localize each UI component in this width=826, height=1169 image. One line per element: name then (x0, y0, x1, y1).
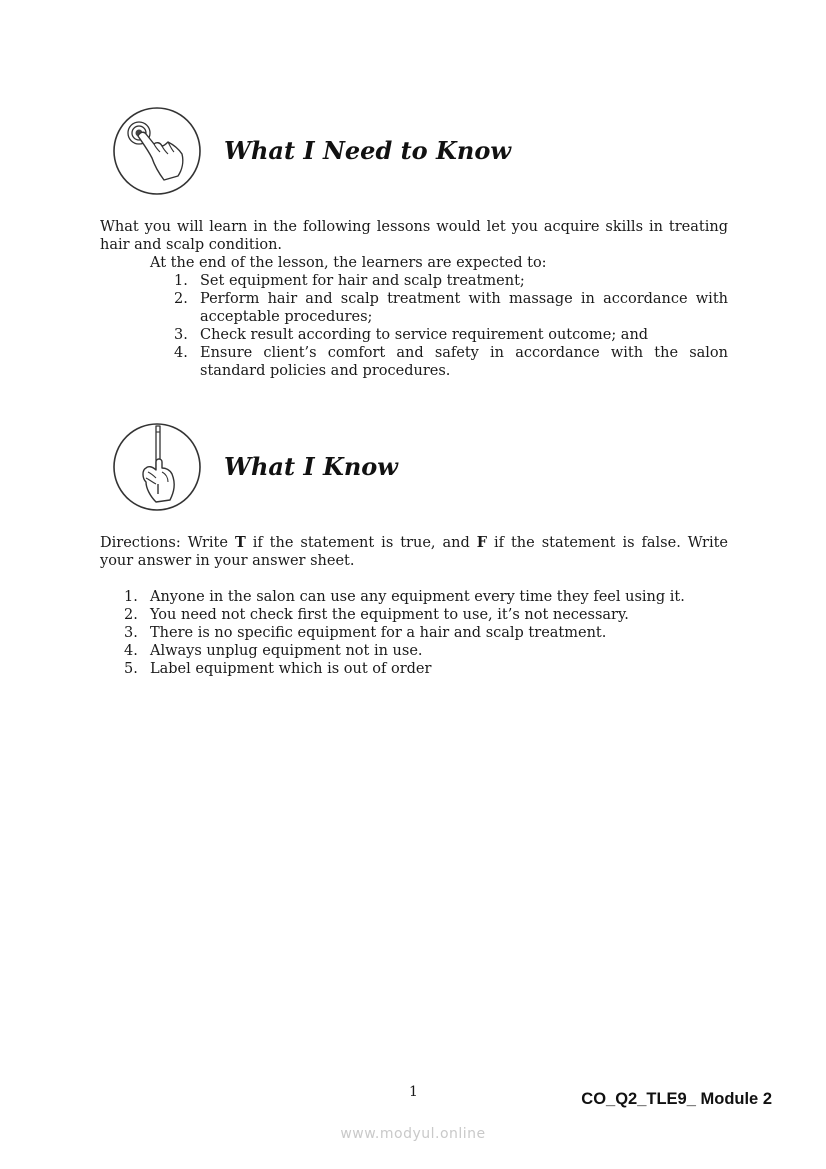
page-number: 1 (409, 1084, 418, 1100)
intro-paragraph: What you will learn in the following lessons would let you acquire skills in treating hair and scalp condition. (100, 219, 728, 253)
hand-holding-pencil-icon (112, 422, 202, 512)
list-item: 1. Anyone in the salon can use any equipment every time they feel using it. (124, 589, 685, 605)
pointing-hand-icon (112, 106, 202, 196)
watermark: www.modyul.online (340, 1126, 486, 1142)
list-item: 2. Perform hair and scalp treatment with massage in accordance with acceptable procedures; (174, 291, 728, 325)
section-title: What I Need to Know (224, 136, 512, 165)
directions-paragraph: Directions: Write T if the statement is true, and F if the statement is false. Write your answer in your answer sheet. (100, 534, 729, 569)
section-title: What I Know (224, 452, 398, 481)
module-code: CO_Q2_TLE9_ Module 2 (581, 1090, 772, 1108)
section-header-what-i-need-to-know (112, 106, 732, 196)
section-header-what-i-know (112, 422, 732, 512)
list-item: 5. Label equipment which is out of order (124, 661, 432, 677)
list-item: 4. Always unplug equipment not in use. (124, 643, 423, 659)
list-item: 4. Ensure client’s comfort and safety in accordance with the salon standard policies and procedures. (174, 345, 728, 379)
list-item: 3. Check result according to service requirement outcome; and (174, 327, 649, 343)
list-item: 3. There is no specific equipment for a hair and scalp treatment. (124, 625, 607, 641)
objectives-list (174, 272, 728, 380)
questions-list (124, 588, 730, 678)
objectives-lead-in: At the end of the lesson, the learners are expected to: (150, 255, 547, 271)
list-item: 2. You need not check first the equipment to use, it’s not necessary. (124, 607, 629, 623)
list-item: 1. Set equipment for hair and scalp treatment; (174, 273, 525, 289)
